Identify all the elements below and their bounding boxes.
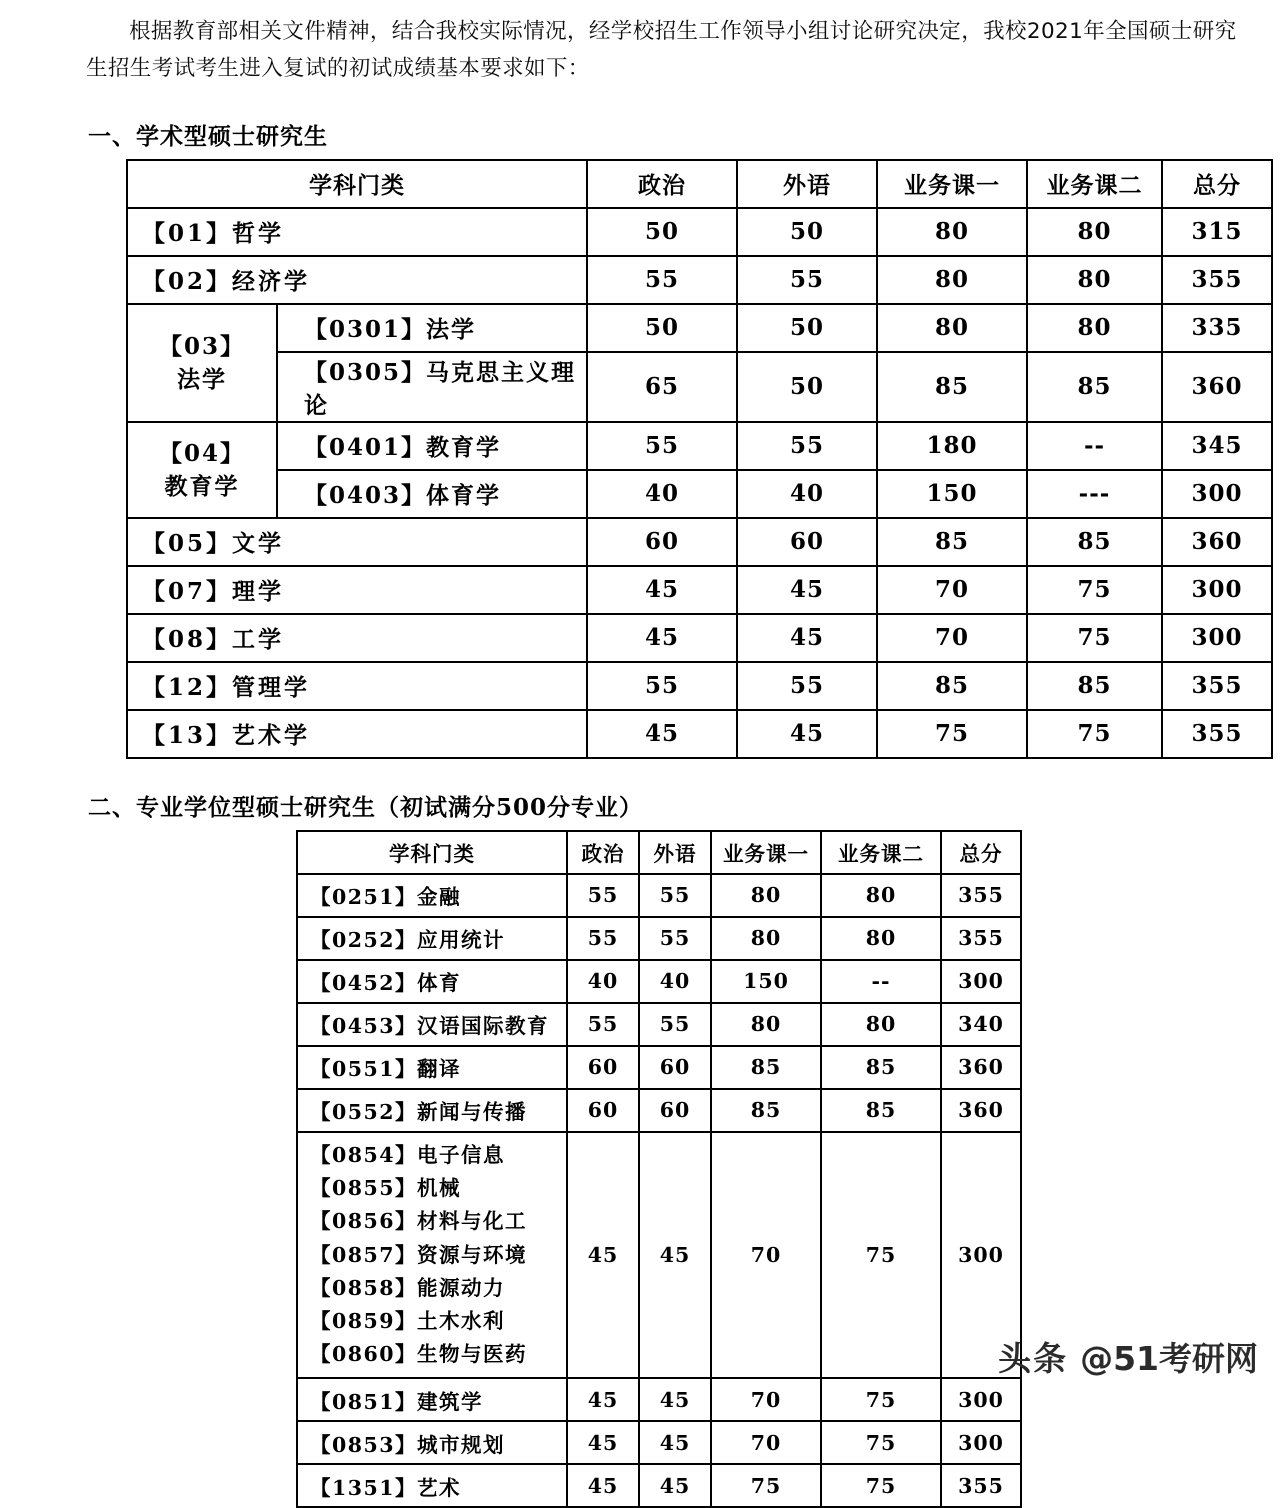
column-header: 业务课二 bbox=[821, 831, 941, 874]
score-value: 300 bbox=[1162, 614, 1272, 662]
score-value: 85 bbox=[1027, 662, 1162, 710]
discipline-name: 【0552】新闻与传播 bbox=[297, 1089, 567, 1132]
score-value: -- bbox=[1027, 422, 1162, 470]
discipline-name: 【0854】电子信息 【0855】机械 【0856】材料与化工 【0857】资源与环境 【0858】能源动力 【0859】土木水利 【0860】生物与医药 bbox=[297, 1132, 567, 1378]
table-row bbox=[127, 662, 1272, 710]
score-value: 75 bbox=[877, 710, 1027, 758]
score-value: 40 bbox=[567, 960, 639, 1003]
score-value: 50 bbox=[587, 304, 737, 352]
table-row bbox=[127, 208, 1272, 256]
column-header: 业务课一 bbox=[711, 831, 821, 874]
discipline-name: 【13】艺术学 bbox=[127, 710, 587, 758]
discipline-name: 【12】管理学 bbox=[127, 662, 587, 710]
table-row bbox=[127, 422, 1272, 470]
score-value: 45 bbox=[567, 1132, 639, 1378]
score-value: 55 bbox=[567, 917, 639, 960]
column-header: 业务课一 bbox=[877, 160, 1027, 208]
score-value: 80 bbox=[1027, 304, 1162, 352]
score-value: 75 bbox=[1027, 710, 1162, 758]
score-value: 50 bbox=[587, 208, 737, 256]
section-title-1: 一、学术型硕士研究生 bbox=[88, 122, 328, 150]
score-value: 70 bbox=[877, 614, 1027, 662]
score-value: 85 bbox=[877, 352, 1027, 422]
table-row bbox=[297, 1003, 1021, 1046]
score-value: 60 bbox=[567, 1089, 639, 1132]
score-value: 360 bbox=[1162, 352, 1272, 422]
score-value: 55 bbox=[639, 874, 711, 917]
score-value: 45 bbox=[567, 1378, 639, 1421]
discipline-group: 【04】 教育学 bbox=[127, 422, 277, 518]
score-value: 40 bbox=[587, 470, 737, 518]
score-value: 75 bbox=[821, 1378, 941, 1421]
score-value: 80 bbox=[711, 1003, 821, 1046]
discipline-name: 【08】工学 bbox=[127, 614, 587, 662]
table-row bbox=[297, 1421, 1021, 1464]
score-value: 55 bbox=[737, 662, 877, 710]
score-value: 360 bbox=[941, 1046, 1021, 1089]
score-value: 345 bbox=[1162, 422, 1272, 470]
score-value: 55 bbox=[587, 422, 737, 470]
table-row bbox=[297, 960, 1021, 1003]
section-title-2: 二、专业学位型硕士研究生（初试满分500分专业） bbox=[88, 793, 644, 821]
score-value: 50 bbox=[737, 352, 877, 422]
score-value: 55 bbox=[567, 874, 639, 917]
discipline-name: 【05】文学 bbox=[127, 518, 587, 566]
table-row bbox=[297, 917, 1021, 960]
table-row bbox=[127, 470, 1272, 518]
score-value: 55 bbox=[639, 1003, 711, 1046]
score-value: 70 bbox=[711, 1132, 821, 1378]
score-value: 45 bbox=[639, 1464, 711, 1507]
score-value: 45 bbox=[587, 614, 737, 662]
table1-body bbox=[127, 160, 1272, 758]
score-value: 55 bbox=[587, 662, 737, 710]
score-value: 85 bbox=[1027, 518, 1162, 566]
score-value: 80 bbox=[821, 917, 941, 960]
score-value: 180 bbox=[877, 422, 1027, 470]
score-value: 75 bbox=[821, 1132, 941, 1378]
discipline-name: 【0252】应用统计 bbox=[297, 917, 567, 960]
score-value: 70 bbox=[711, 1378, 821, 1421]
score-value: 300 bbox=[1162, 470, 1272, 518]
table-row bbox=[127, 566, 1272, 614]
academic-master-score-table bbox=[126, 159, 1273, 759]
score-value: 45 bbox=[737, 566, 877, 614]
score-value: -- bbox=[821, 960, 941, 1003]
score-value: 45 bbox=[587, 710, 737, 758]
table-row bbox=[297, 1089, 1021, 1132]
score-value: 150 bbox=[711, 960, 821, 1003]
discipline-name: 【07】理学 bbox=[127, 566, 587, 614]
score-value: 45 bbox=[567, 1464, 639, 1507]
watermark bbox=[998, 1333, 1258, 1380]
intro-paragraph: 根据教育部相关文件精神，结合我校实际情况，经学校招生工作领导小组讨论研究决定，我校2021年全国硕士研究生招生考试考生进入复试的初试成绩基本要求如下： bbox=[86, 19, 1237, 81]
score-value: 355 bbox=[941, 874, 1021, 917]
score-value: 45 bbox=[639, 1132, 711, 1378]
discipline-group: 【03】 法学 bbox=[127, 304, 277, 422]
score-value: 85 bbox=[821, 1089, 941, 1132]
discipline-name: 【0851】建筑学 bbox=[297, 1378, 567, 1421]
score-value: 75 bbox=[821, 1421, 941, 1464]
discipline-name: 【0452】体育 bbox=[297, 960, 567, 1003]
table-header-row bbox=[297, 831, 1021, 874]
table-row bbox=[127, 304, 1272, 352]
score-value: 85 bbox=[711, 1046, 821, 1089]
score-value: 45 bbox=[639, 1421, 711, 1464]
score-value: 355 bbox=[1162, 256, 1272, 304]
discipline-name: 【0401】教育学 bbox=[277, 422, 587, 470]
discipline-name: 【01】哲学 bbox=[127, 208, 587, 256]
score-value: 355 bbox=[1162, 662, 1272, 710]
score-value: 355 bbox=[1162, 710, 1272, 758]
table-row bbox=[297, 1464, 1021, 1507]
table-row bbox=[127, 710, 1272, 758]
column-header: 总分 bbox=[1162, 160, 1272, 208]
score-value: 85 bbox=[711, 1089, 821, 1132]
score-value: 55 bbox=[567, 1003, 639, 1046]
table-header-row bbox=[127, 160, 1272, 208]
score-value: 50 bbox=[737, 208, 877, 256]
score-value: 150 bbox=[877, 470, 1027, 518]
score-value: 80 bbox=[821, 874, 941, 917]
score-value: 40 bbox=[737, 470, 877, 518]
score-value: 70 bbox=[711, 1421, 821, 1464]
score-value: 300 bbox=[941, 960, 1021, 1003]
discipline-name: 【0305】马克思主义理论 bbox=[277, 352, 587, 422]
score-value: 335 bbox=[1162, 304, 1272, 352]
score-value: 70 bbox=[877, 566, 1027, 614]
discipline-name: 【1351】艺术 bbox=[297, 1464, 567, 1507]
table-row bbox=[297, 1046, 1021, 1089]
score-value: --- bbox=[1027, 470, 1162, 518]
score-value: 355 bbox=[941, 917, 1021, 960]
score-value: 85 bbox=[877, 518, 1027, 566]
score-value: 45 bbox=[737, 710, 877, 758]
score-value: 80 bbox=[711, 874, 821, 917]
table-row bbox=[297, 1132, 1021, 1378]
table-row bbox=[127, 352, 1272, 422]
column-header: 学科门类 bbox=[297, 831, 567, 874]
watermark-text: @51考研网 bbox=[1080, 1339, 1258, 1378]
score-value: 355 bbox=[941, 1464, 1021, 1507]
table-row bbox=[297, 874, 1021, 917]
column-header: 学科门类 bbox=[127, 160, 587, 208]
score-value: 55 bbox=[737, 256, 877, 304]
score-value: 45 bbox=[587, 566, 737, 614]
discipline-name: 【0403】体育学 bbox=[277, 470, 587, 518]
score-value: 315 bbox=[1162, 208, 1272, 256]
score-value: 300 bbox=[941, 1132, 1021, 1378]
score-value: 85 bbox=[877, 662, 1027, 710]
score-value: 60 bbox=[567, 1046, 639, 1089]
score-value: 45 bbox=[737, 614, 877, 662]
score-value: 300 bbox=[941, 1378, 1021, 1421]
score-value: 45 bbox=[639, 1378, 711, 1421]
score-value: 75 bbox=[1027, 614, 1162, 662]
score-value: 340 bbox=[941, 1003, 1021, 1046]
score-value: 50 bbox=[737, 304, 877, 352]
discipline-name: 【0853】城市规划 bbox=[297, 1421, 567, 1464]
column-header: 业务课二 bbox=[1027, 160, 1162, 208]
discipline-name: 【02】经济学 bbox=[127, 256, 587, 304]
score-value: 80 bbox=[1027, 208, 1162, 256]
column-header: 政治 bbox=[587, 160, 737, 208]
toutiao-logo: 头条 bbox=[998, 1339, 1069, 1378]
score-value: 75 bbox=[821, 1464, 941, 1507]
score-value: 360 bbox=[941, 1089, 1021, 1132]
column-header: 外语 bbox=[737, 160, 877, 208]
table-row bbox=[297, 1378, 1021, 1421]
score-value: 360 bbox=[1162, 518, 1272, 566]
score-value: 60 bbox=[587, 518, 737, 566]
score-value: 80 bbox=[821, 1003, 941, 1046]
table-row bbox=[127, 256, 1272, 304]
score-value: 75 bbox=[1027, 566, 1162, 614]
discipline-name: 【0453】汉语国际教育 bbox=[297, 1003, 567, 1046]
score-value: 60 bbox=[737, 518, 877, 566]
score-value: 85 bbox=[821, 1046, 941, 1089]
score-value: 85 bbox=[1027, 352, 1162, 422]
score-value: 75 bbox=[711, 1464, 821, 1507]
table-row bbox=[127, 518, 1272, 566]
discipline-name: 【0251】金融 bbox=[297, 874, 567, 917]
score-value: 80 bbox=[877, 256, 1027, 304]
score-value: 55 bbox=[587, 256, 737, 304]
score-value: 65 bbox=[587, 352, 737, 422]
professional-master-score-table bbox=[296, 830, 1022, 1508]
column-header: 外语 bbox=[639, 831, 711, 874]
score-value: 40 bbox=[639, 960, 711, 1003]
score-value: 80 bbox=[877, 304, 1027, 352]
score-value: 80 bbox=[877, 208, 1027, 256]
score-value: 60 bbox=[639, 1089, 711, 1132]
table2-body bbox=[297, 831, 1021, 1507]
score-value: 55 bbox=[737, 422, 877, 470]
column-header: 政治 bbox=[567, 831, 639, 874]
score-value: 300 bbox=[941, 1421, 1021, 1464]
column-header: 总分 bbox=[941, 831, 1021, 874]
score-value: 80 bbox=[711, 917, 821, 960]
score-value: 300 bbox=[1162, 566, 1272, 614]
score-value: 60 bbox=[639, 1046, 711, 1089]
discipline-name: 【0551】翻译 bbox=[297, 1046, 567, 1089]
table-row bbox=[127, 614, 1272, 662]
score-value: 80 bbox=[1027, 256, 1162, 304]
discipline-name: 【0301】法学 bbox=[277, 304, 587, 352]
score-value: 55 bbox=[639, 917, 711, 960]
score-value: 45 bbox=[567, 1421, 639, 1464]
